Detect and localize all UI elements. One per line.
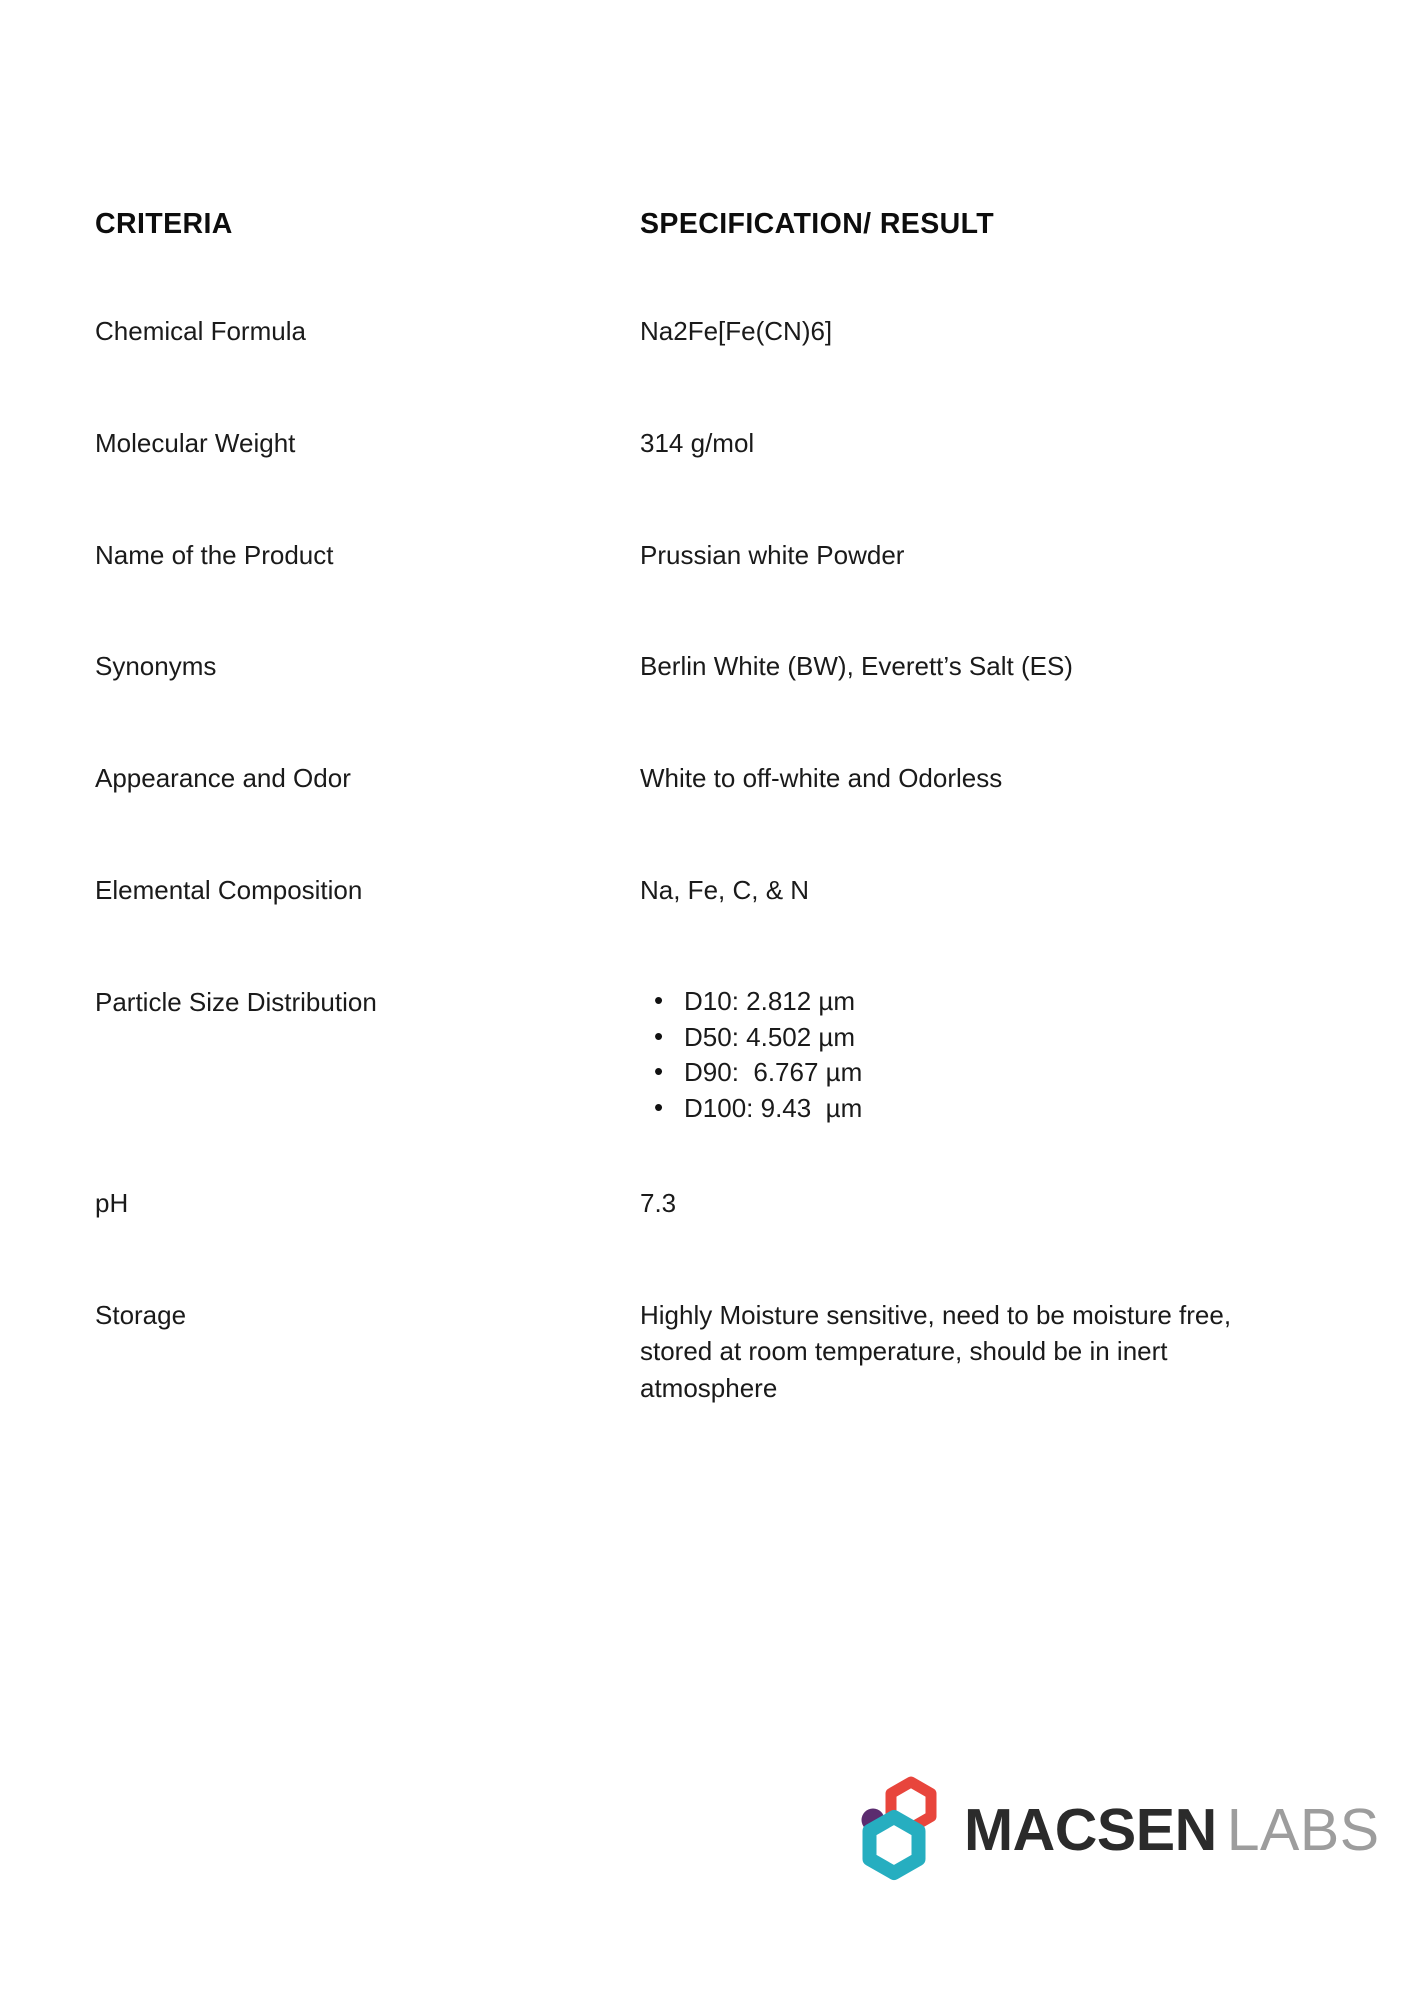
logo-wordmark (964, 1796, 1380, 1864)
list-item: • D50: 4.502 µm (640, 1020, 1325, 1056)
logo-text-labs: LABS (1226, 1797, 1380, 1863)
logo-text-macsen: MACSEN (964, 1797, 1217, 1863)
criteria-label: Name of the Product (95, 539, 334, 570)
column-header-specification: SPECIFICATION/ RESULT (640, 208, 995, 240)
criteria-label: Particle Size Distribution (95, 987, 377, 1018)
table-row-appearance-odor (95, 760, 1325, 872)
specification-value: 7.3 (640, 1187, 677, 1218)
specification-value: Prussian white Powder (640, 539, 905, 570)
table-row-storage (95, 1297, 1325, 1408)
table-row-elemental-composition (95, 872, 1325, 984)
table-row-particle-size-distribution (95, 984, 1325, 1184)
specification-value: Na2Fe[Fe(CN)6] (640, 315, 833, 346)
criteria-label: pH (95, 1187, 129, 1218)
specification-value: Na, Fe, C, & N (640, 875, 810, 906)
storage-text: Highly Moisture sensitive, need to be moisture free, stored at room temperature, should be in inert atmosphere (640, 1299, 1232, 1404)
specification-value (640, 1297, 1325, 1408)
teal-hexagon-icon (870, 1817, 919, 1873)
specification-value: White to off-white and Odorless (640, 763, 1003, 794)
list-item: • D90: 6.767 µm (640, 1055, 1325, 1091)
criteria-label: Elemental Composition (95, 875, 363, 906)
table-row-product-name (95, 537, 1325, 649)
table-row-synonyms (95, 648, 1325, 760)
table-row-molecular-weight (95, 425, 1325, 537)
criteria-label: Molecular Weight (95, 427, 296, 458)
criteria-label: Synonyms (95, 651, 217, 682)
specification-value: 314 g/mol (640, 427, 755, 458)
column-header-criteria: CRITERIA (95, 208, 233, 240)
specification-table (95, 208, 1325, 1407)
table-row-chemical-formula (95, 313, 1325, 425)
list-item: • D100: 9.43 µm (640, 1091, 1325, 1127)
criteria-label: Appearance and Odor (95, 763, 351, 794)
table-row-ph (95, 1185, 1325, 1297)
table-header-row (95, 208, 1325, 313)
criteria-label: Chemical Formula (95, 315, 306, 346)
particle-size-bullet-list (640, 984, 1325, 1126)
list-item: • D10: 2.812 µm (640, 984, 1325, 1020)
macsen-labs-logo (848, 1775, 1380, 1885)
hexagon-molecule-icon (848, 1776, 960, 1884)
logo-mark (848, 1776, 960, 1884)
criteria-label: Storage (95, 1299, 187, 1330)
specification-value (640, 984, 1325, 1184)
specification-value: Berlin White (BW), Everett’s Salt (ES) (640, 651, 1073, 682)
